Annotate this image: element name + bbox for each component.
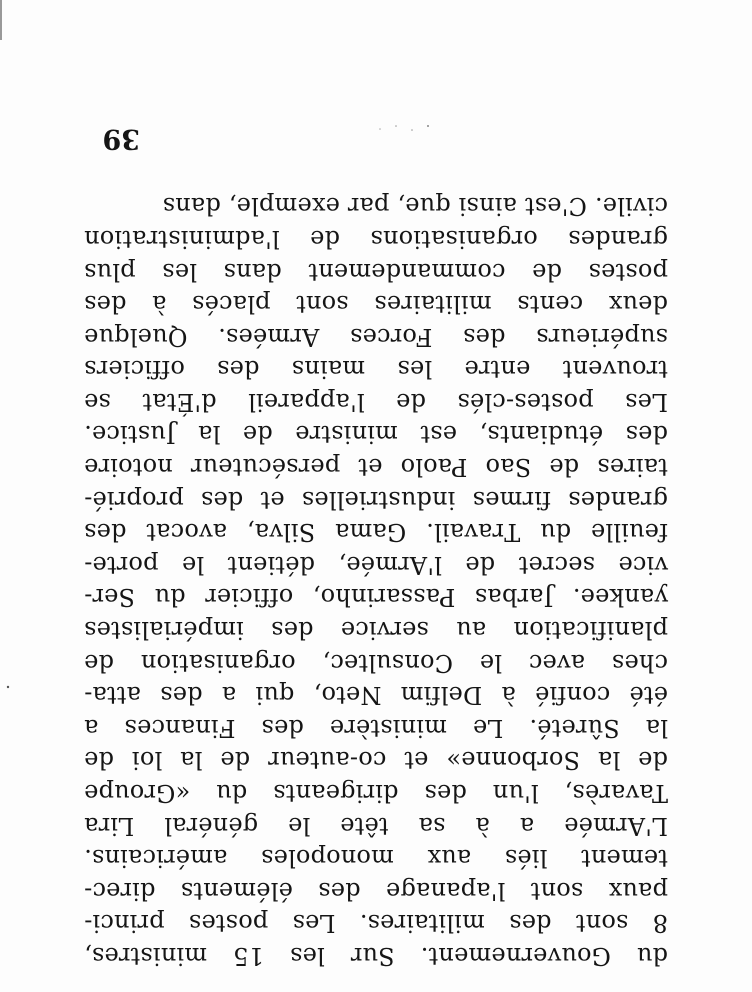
- text-line: L'Armée a à sa tête le général Lira: [84, 811, 668, 840]
- text-line: 8 sont des militaires. Les postes princi-: [84, 909, 668, 938]
- text-line: yankee. Jarbas Passarinho, officier du Ser-: [84, 583, 668, 612]
- text-line: deux cents militaires sont placés à des: [84, 290, 668, 319]
- text-line: taires de Sao Paolo et persécuteur notoire: [84, 453, 668, 482]
- speck: [427, 125, 429, 127]
- text-line: des étudiants, est ministre de la Justice.: [84, 420, 668, 449]
- text-line: planification au service des impérialistes: [84, 616, 668, 645]
- text-line: ches avec le Consultec, organisation de: [84, 648, 668, 677]
- text-line: civile. C'est ainsi que, par exemple, dans: [162, 192, 668, 221]
- text-line: supérieurs des Forces Armées. Quelque: [84, 322, 668, 351]
- scan-edge: [0, 0, 2, 40]
- speck: [379, 128, 381, 130]
- text-line: de la Sorbonne» et co-auteur de la loi de: [84, 746, 668, 775]
- text-line: vice secret de l'Armée, détient le porte-: [84, 550, 668, 579]
- speck: [7, 686, 9, 688]
- text-line: grandes firmes industrielles et des proprié-: [84, 485, 668, 514]
- text-line: Les postes-clés de l'appareil d'État se: [84, 387, 668, 416]
- text-line: été confié à Delfim Neto, qui a des atta-: [84, 681, 668, 710]
- page-number: 39: [102, 123, 140, 154]
- text-line: trouvent entre les mains des officiers: [84, 355, 668, 384]
- text-line: du Gouvernement. Sur les 15 ministres,: [84, 942, 668, 970]
- text-line: postes de commandement dans les plus: [84, 257, 668, 286]
- speck: [395, 125, 397, 127]
- text-line: feuille du Travail. Gama Silva, avocat des: [84, 518, 668, 547]
- text-line: la Sûreté. Le ministère des Finances a: [84, 713, 668, 742]
- text-line: grandes organisations de l'administration: [84, 224, 668, 253]
- speck: [411, 129, 413, 131]
- text-line: paux sont l'apanage des éléments direc-: [84, 876, 668, 905]
- text-line: tement liés aux monopoles américains.: [84, 844, 668, 873]
- text-line: Tavarès, l'un des dirigeants du «Groupe: [84, 779, 668, 808]
